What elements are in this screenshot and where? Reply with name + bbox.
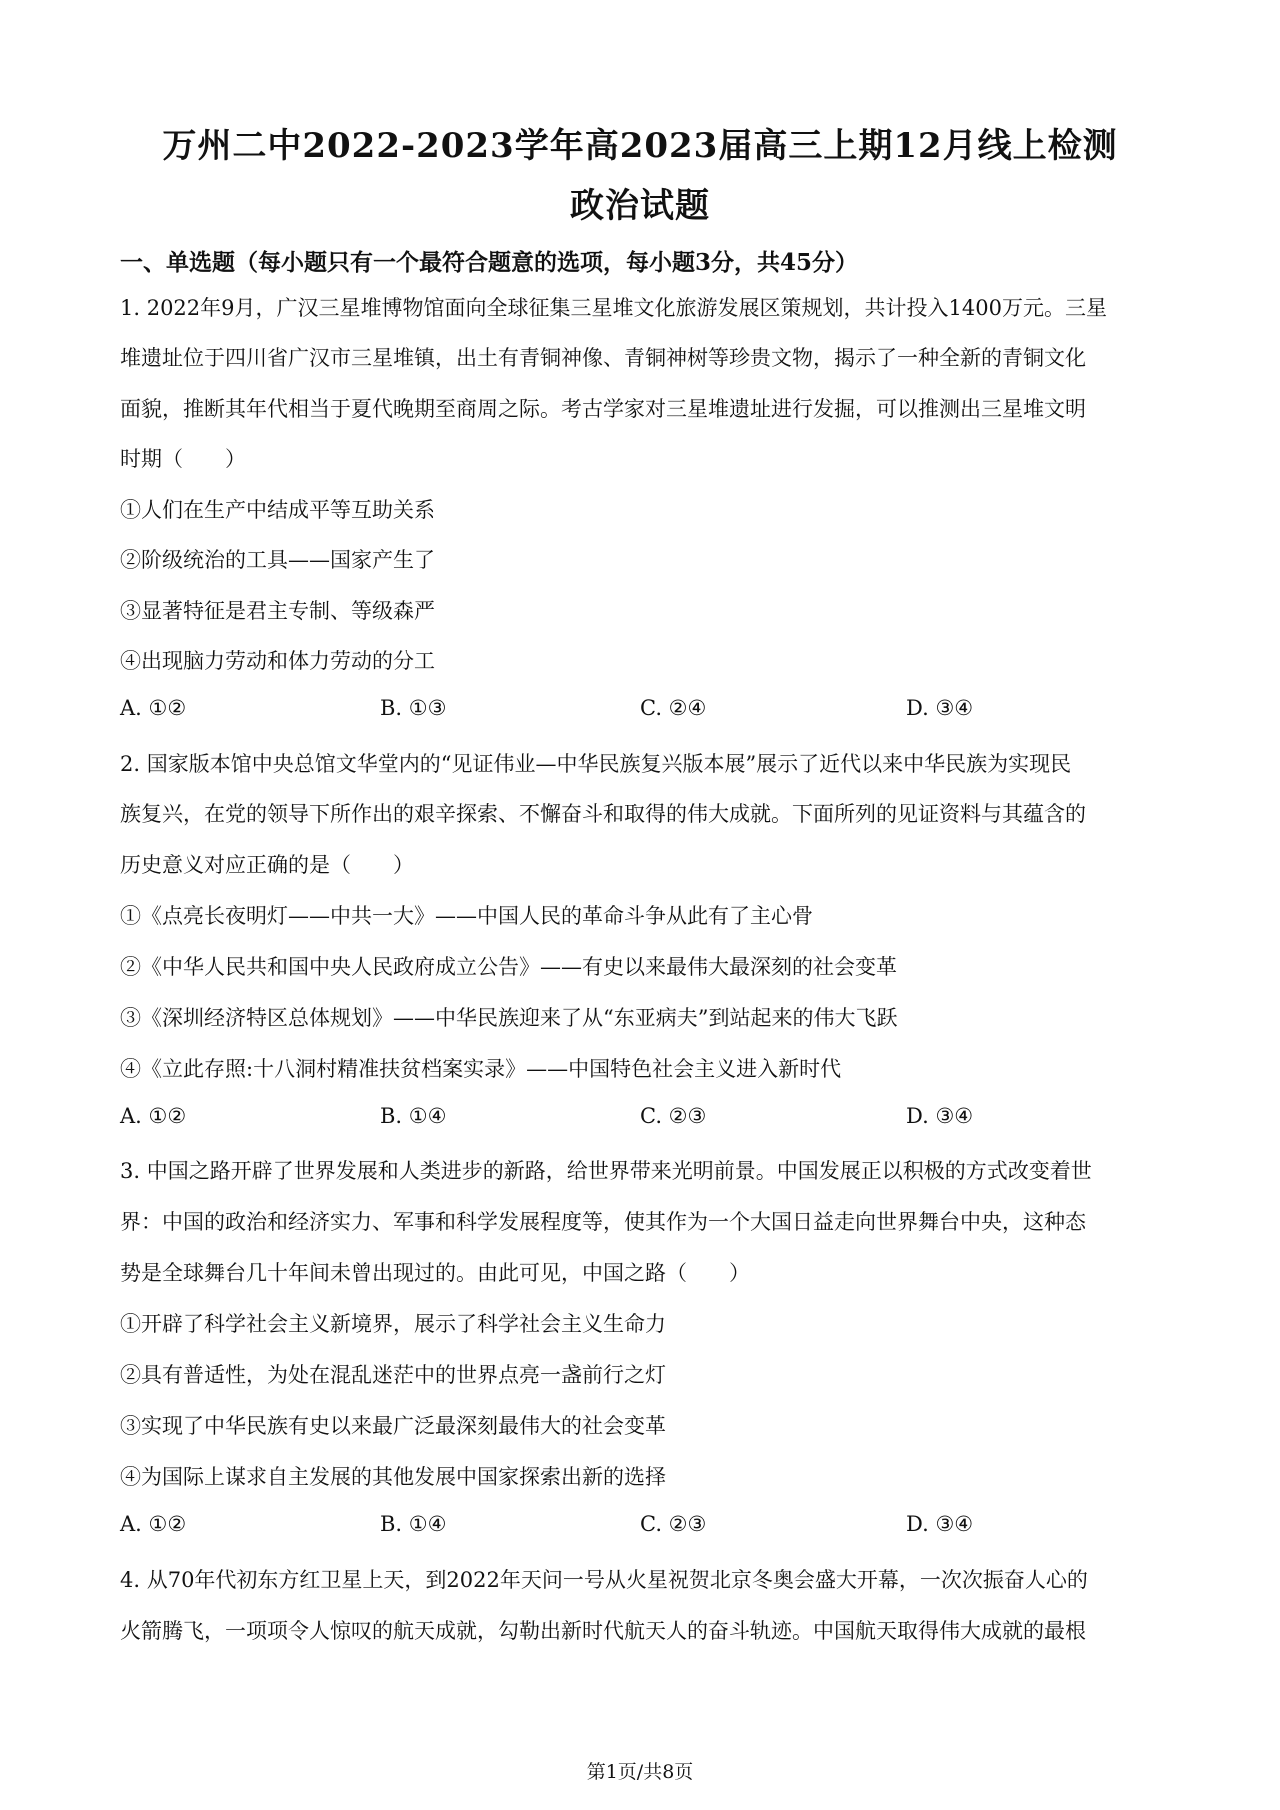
option-a: A. ①② <box>120 1104 187 1128</box>
option-c: C. ②④ <box>640 696 707 720</box>
option-d: D. ③④ <box>906 1512 974 1536</box>
question-4-line-1: 4. 从70年代初东方红卫星上天，到2022年天问一号从火星祝贺北京冬奥会盛大开幕，一次次振奋人心的 <box>120 1568 1088 1592</box>
question-3-line-1: 3. 中国之路开辟了世界发展和人类进步的新路，给世界带来光明前景。中国发展正以积极的方式改变着世 <box>120 1159 1092 1183</box>
question-4-line-2: 火箭腾飞，一项项令人惊叹的航天成就，勾勒出新时代航天人的奋斗轨迹。中国航天取得伟大成就的最根 <box>120 1619 1086 1643</box>
option-d: D. ③④ <box>906 1104 974 1128</box>
option-a: A. ①② <box>120 1512 187 1536</box>
question-1-item-2: ②阶级统治的工具——国家产生了 <box>120 548 435 572</box>
question-3-item-4: ④为国际上谋求自主发展的其他发展中国家探索出新的选择 <box>120 1465 666 1489</box>
question-3-item-3: ③实现了中华民族有史以来最广泛最深刻最伟大的社会变革 <box>120 1414 666 1438</box>
question-2-line-1: 2. 国家版本馆中央总馆文华堂内的“见证伟业—中华民族复兴版本展”展示了近代以来中华民族为实现民 <box>120 752 1072 776</box>
option-b: B. ①④ <box>380 1512 447 1536</box>
exam-title: 万州二中2022-2023学年高2023届高三上期12月线上检测 <box>162 126 1118 166</box>
question-3-line-3: 势是全球舞台几十年间未曾出现过的。由此可见，中国之路（ ） <box>120 1261 750 1285</box>
question-1-line-3: 面貌，推断其年代相当于夏代晚期至商周之际。考古学家对三星堆遗址进行发掘，可以推测出三星堆文明 <box>120 397 1086 421</box>
question-1-line-2: 堆遗址位于四川省广汉市三星堆镇，出土有青铜神像、青铜神树等珍贵文物，揭示了一种全新的青铜文化 <box>120 346 1086 370</box>
question-2-line-2: 族复兴，在党的领导下所作出的艰辛探索、不懈奋斗和取得的伟大成就。下面所列的见证资料与其蕴含的 <box>120 802 1086 826</box>
question-2-line-3: 历史意义对应正确的是（ ） <box>120 853 414 877</box>
question-1-item-3: ③显著特征是君主专制、等级森严 <box>120 599 435 623</box>
option-b: B. ①③ <box>380 696 447 720</box>
section-heading: 一、单选题（每小题只有一个最符合题意的选项，每小题3分，共45分） <box>120 249 859 276</box>
question-1-item-1: ①人们在生产中结成平等互助关系 <box>120 498 435 522</box>
option-b: B. ①④ <box>380 1104 447 1128</box>
question-3-options <box>120 1512 1170 1542</box>
option-c: C. ②③ <box>640 1512 707 1536</box>
question-1-item-4: ④出现脑力劳动和体力劳动的分工 <box>120 649 435 673</box>
question-3-item-1: ①开辟了科学社会主义新境界，展示了科学社会主义生命力 <box>120 1312 666 1336</box>
question-2-item-4: ④《立此存照:十八洞村精准扶贫档案实录》——中国特色社会主义进入新时代 <box>120 1057 842 1081</box>
question-3-item-2: ②具有普适性，为处在混乱迷茫中的世界点亮一盏前行之灯 <box>120 1363 666 1387</box>
page-footer: 第1页/共8页 <box>586 1761 694 1783</box>
option-a: A. ①② <box>120 696 187 720</box>
question-2-item-3: ③《深圳经济特区总体规划》——中华民族迎来了从“东亚病夫”到站起来的伟大飞跃 <box>120 1006 898 1030</box>
question-1-options <box>120 696 1170 726</box>
question-1-line-1: 1. 2022年9月，广汉三星堆博物馆面向全球征集三星堆文化旅游发展区策规划，共计投入1400万元。三星 <box>120 296 1107 320</box>
option-d: D. ③④ <box>906 696 974 720</box>
question-3-line-2: 界：中国的政治和经济实力、军事和科学发展程度等，使其作为一个大国日益走向世界舞台中央，这种态 <box>120 1210 1086 1234</box>
option-c: C. ②③ <box>640 1104 707 1128</box>
exam-subtitle: 政治试题 <box>570 186 710 226</box>
question-2-options <box>120 1104 1170 1134</box>
question-1-line-4: 时期（ ） <box>120 447 246 471</box>
question-2-item-2: ②《中华人民共和国中央人民政府成立公告》——有史以来最伟大最深刻的社会变革 <box>120 955 897 979</box>
question-2-item-1: ①《点亮长夜明灯——中共一大》——中国人民的革命斗争从此有了主心骨 <box>120 904 813 928</box>
